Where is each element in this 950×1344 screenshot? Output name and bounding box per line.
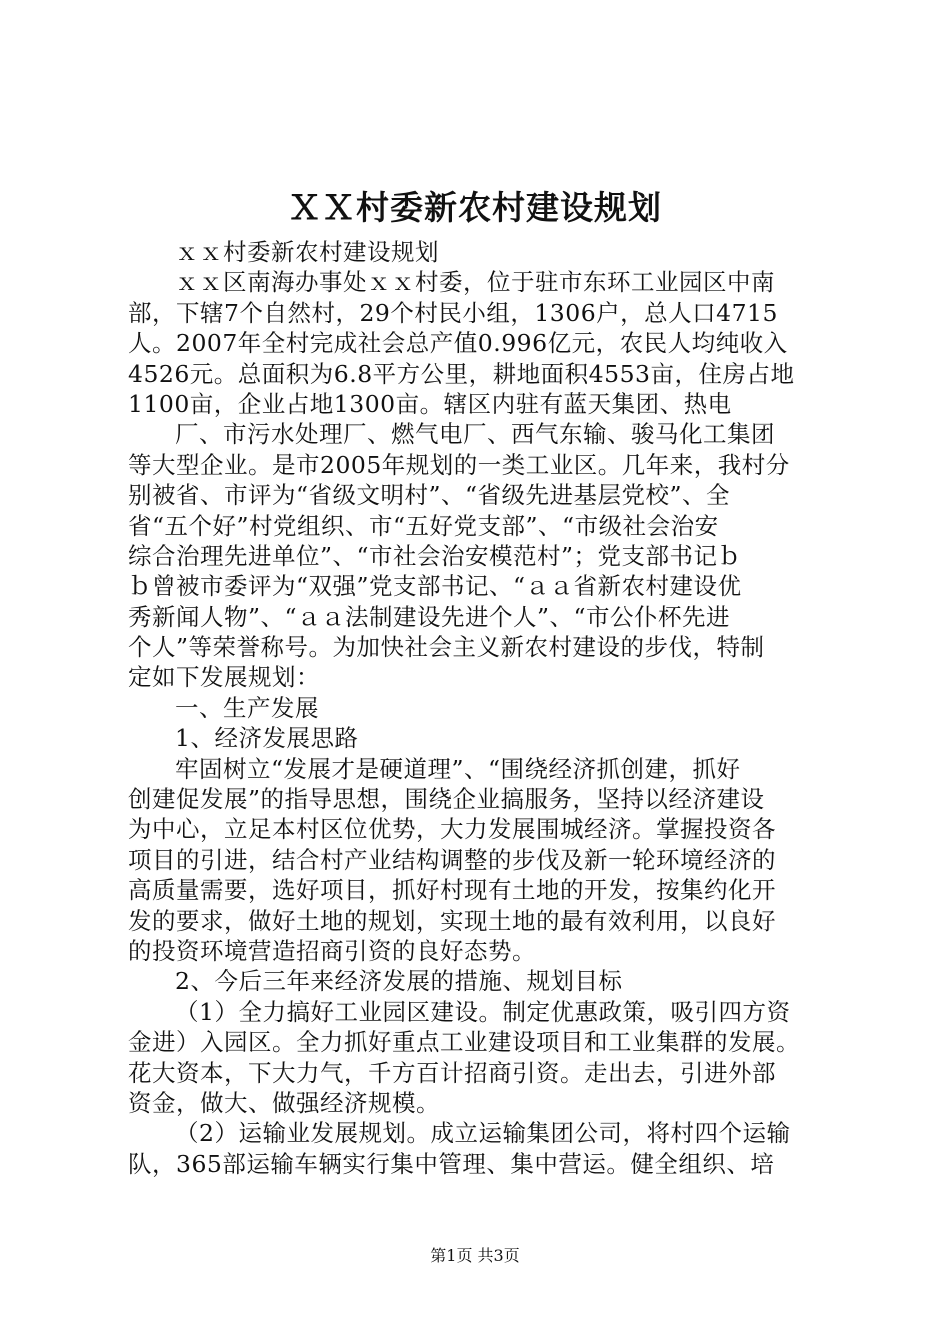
document-title: ＸＸ村委新农村建设规划 <box>288 188 662 227</box>
body-line: 创建促发展”的指导思想，围绕企业搞服务，坚持以经济建设 <box>128 785 765 814</box>
body-line: 为中心，立足本村区位优势，大力发展围城经济。掌握投资各 <box>128 815 776 844</box>
body-line: 资金，做大、做强经济规模。 <box>128 1088 440 1117</box>
body-line: 省“五个好”村党组织、市“五好党支部”、“市级社会治安 <box>128 511 719 540</box>
body-line: 别被省、市评为“省级文明村”、“省级先进基层党校”、全 <box>128 481 731 510</box>
body-line: 秀新闻人物”、“ａａ法制建设先进个人”、“市公仆杯先进 <box>128 602 731 631</box>
body-line: （2）运输业发展规划。成立运输集团公司，将村四个运输 <box>175 1119 791 1148</box>
body-line: 花大资本，下大力气，千方百计招商引资。走出去，引进外部 <box>128 1058 776 1087</box>
body-line: 综合治理先进单位”、“市社会治安模范村”；党支部书记ｂ <box>128 541 742 570</box>
body-line: 一、生产发展 <box>175 693 319 722</box>
body-line: 高质量需要，选好项目，抓好村现有土地的开发，按集约化开 <box>128 876 776 905</box>
body-line: ｘｘ村委新农村建设规划 <box>175 238 439 266</box>
body-line: ｘｘ区南海办事处ｘｘ村委，位于驻市东环工业园区中南 <box>175 268 775 297</box>
body-line: 项目的引进，结合村产业结构调整的步伐及新一轮环境经济的 <box>128 845 776 874</box>
body-line: 牢固树立“发展才是硬道理”、“围绕经济抓创建，抓好 <box>175 754 741 783</box>
body-line: 等大型企业。是市2005年规划的一类工业区。几年来，我村分 <box>128 450 790 479</box>
document-body <box>128 237 834 1179</box>
body-line: （1）全力搞好工业园区建设。制定优惠政策，吸引四方资 <box>175 997 791 1026</box>
body-line: 发的要求，做好土地的规划，实现土地的最有效利用，以良好 <box>128 906 776 935</box>
body-line: 1100亩，企业占地1300亩。辖区内驻有蓝天集团、热电 <box>128 389 732 418</box>
body-line: 的投资环境营造招商引资的良好态势。 <box>128 936 536 965</box>
page-indicator: 第1页 共3页 <box>430 1246 520 1265</box>
body-line: 人。2007年全村完成社会总产值0.996亿元，农民人均纯收入 <box>128 329 788 358</box>
body-line: 部，下辖7个自然村，29个村民小组，1306户，总人口4715 <box>128 298 778 327</box>
body-line: 个人”等荣誉称号。为加快社会主义新农村建设的步伐，特制 <box>128 633 765 662</box>
body-line: 厂、市污水处理厂、燃气电厂、西气东输、骏马化工集团 <box>175 420 775 449</box>
body-line: 1、经济发展思路 <box>175 724 359 753</box>
body-line: 金进）入园区。全力抓好重点工业建设项目和工业集群的发展。 <box>128 1028 800 1057</box>
body-line: 队，365部运输车辆实行集中管理、集中营运。健全组织、培 <box>128 1149 775 1178</box>
body-line: 定如下发展规划： <box>128 663 320 692</box>
body-line: ｂ曾被市委评为“双强”党支部书记、“ａａ省新农村建设优 <box>128 572 742 601</box>
body-line: 2、今后三年来经济发展的措施、规划目标 <box>175 967 623 996</box>
body-line: 4526元。总面积为6.8平方公里，耕地面积4553亩，住房占地 <box>128 359 795 388</box>
